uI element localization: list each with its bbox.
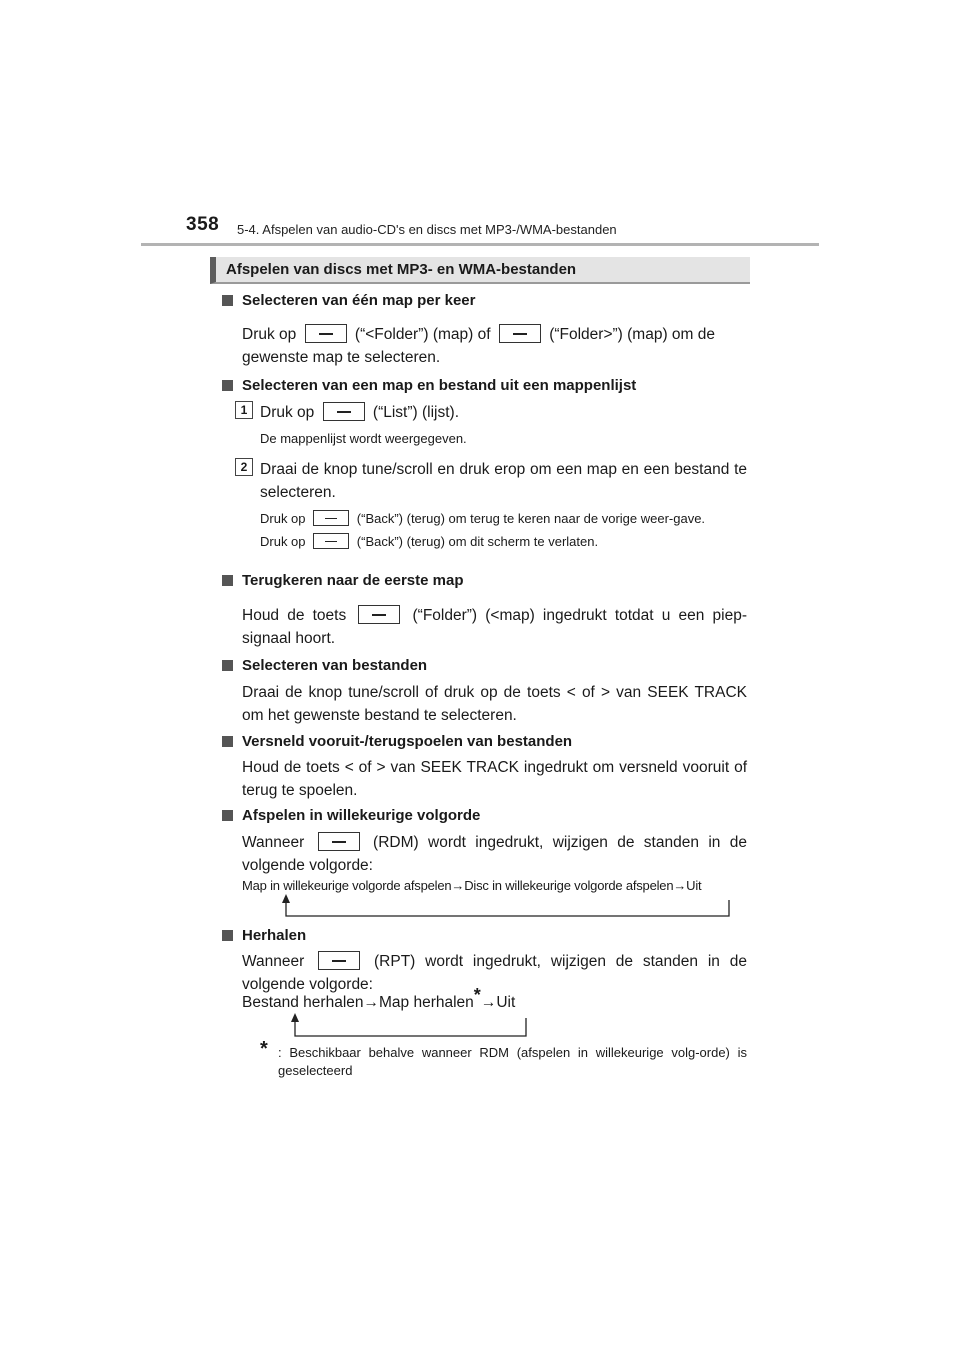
rpt-button-icon <box>318 951 360 970</box>
paragraph: Houd de toets < of > van SEEK TRACK ingedrukt om versneld vooruit of terug te spoelen. <box>242 759 747 799</box>
note: Druk op (“Back”) (terug) om terug te keren naar de vorige weer-gave. <box>260 511 706 526</box>
cycle-return-arrow-icon <box>286 1013 532 1041</box>
step-number-badge: 2 <box>235 458 253 476</box>
rdm-button-icon <box>318 832 360 851</box>
section-title-bar <box>210 257 750 284</box>
folder-next-button-icon <box>499 324 541 343</box>
footnote: * : Beschikbaar behalve wanneer RDM (afspelen in willekeurige volg-orde) is geselecteerd <box>260 1038 747 1078</box>
step-number-badge: 1 <box>235 401 253 419</box>
subsection-heading: Herhalen <box>222 926 747 946</box>
paragraph: Druk op (“<Folder”) (map) of (“Folder>”) (map) om de gewenste map te selecteren. <box>242 326 715 366</box>
folder-prev-button-icon <box>305 324 347 343</box>
page-header <box>186 214 826 240</box>
paragraph: Wanneer (RPT) wordt ingedrukt, wijzigen de standen in de volgende volgorde: <box>242 953 748 993</box>
chapter-title: 5-4. Afspelen van audio-CD's en discs met MP3-/WMA-bestanden <box>237 222 617 237</box>
square-bullet-icon <box>222 380 233 391</box>
cycle-return-arrow-icon <box>276 894 736 920</box>
square-bullet-icon <box>222 660 233 671</box>
list-button-icon <box>323 402 365 421</box>
square-bullet-icon <box>222 930 233 941</box>
paragraph: Houd de toets (“Folder”) (<map) ingedrukt totdat u een piep-signaal hoort. <box>242 607 747 647</box>
section-title: Afspelen van discs met MP3- en WMA-bestanden <box>226 261 577 278</box>
back-button-icon <box>313 510 349 526</box>
subsection-heading: Terugkeren naar de eerste map <box>222 571 747 591</box>
repeat-cycle-text: Bestand herhalen→Map herhalen*→Uit <box>242 984 516 1011</box>
page-number: 358 <box>186 214 220 235</box>
paragraph: Wanneer (RDM) wordt ingedrukt, wijzigen de standen in de volgende volgorde: <box>242 834 747 874</box>
note: Druk op (“Back”) (terug) om dit scherm te verlaten. <box>260 534 599 549</box>
subsection-heading: Afspelen in willekeurige volgorde <box>222 806 747 826</box>
section-select-one-folder <box>222 291 747 311</box>
square-bullet-icon <box>222 810 233 821</box>
header-divider <box>141 243 819 246</box>
paragraph: Druk op (“List”) (lijst). <box>260 404 459 421</box>
note: De mappenlijst wordt weergegeven. <box>260 431 467 446</box>
subsection-heading: Selecteren van bestanden <box>222 656 747 676</box>
subsection-heading: Selecteren van een map en bestand uit een mappenlijst <box>222 376 747 396</box>
mode-cycle-text: Map in willekeurige volgorde afspelen→Disc in willekeurige volgorde afspelen→Uit <box>242 878 702 893</box>
square-bullet-icon <box>222 295 233 306</box>
subsection-heading: Selecteren van één map per keer <box>222 291 747 311</box>
back-button-icon <box>313 533 349 549</box>
square-bullet-icon <box>222 736 233 747</box>
folder-button-icon <box>358 605 400 624</box>
square-bullet-icon <box>222 575 233 586</box>
paragraph: Draai de knop tune/scroll en druk erop om een map en een bestand te selecteren. <box>260 461 747 501</box>
subsection-heading: Versneld vooruit-/terugspoelen van bestanden <box>222 732 747 752</box>
paragraph: Draai de knop tune/scroll of druk op de toets < of > van SEEK TRACK om het gewenste bestand te selecteren. <box>242 684 747 724</box>
